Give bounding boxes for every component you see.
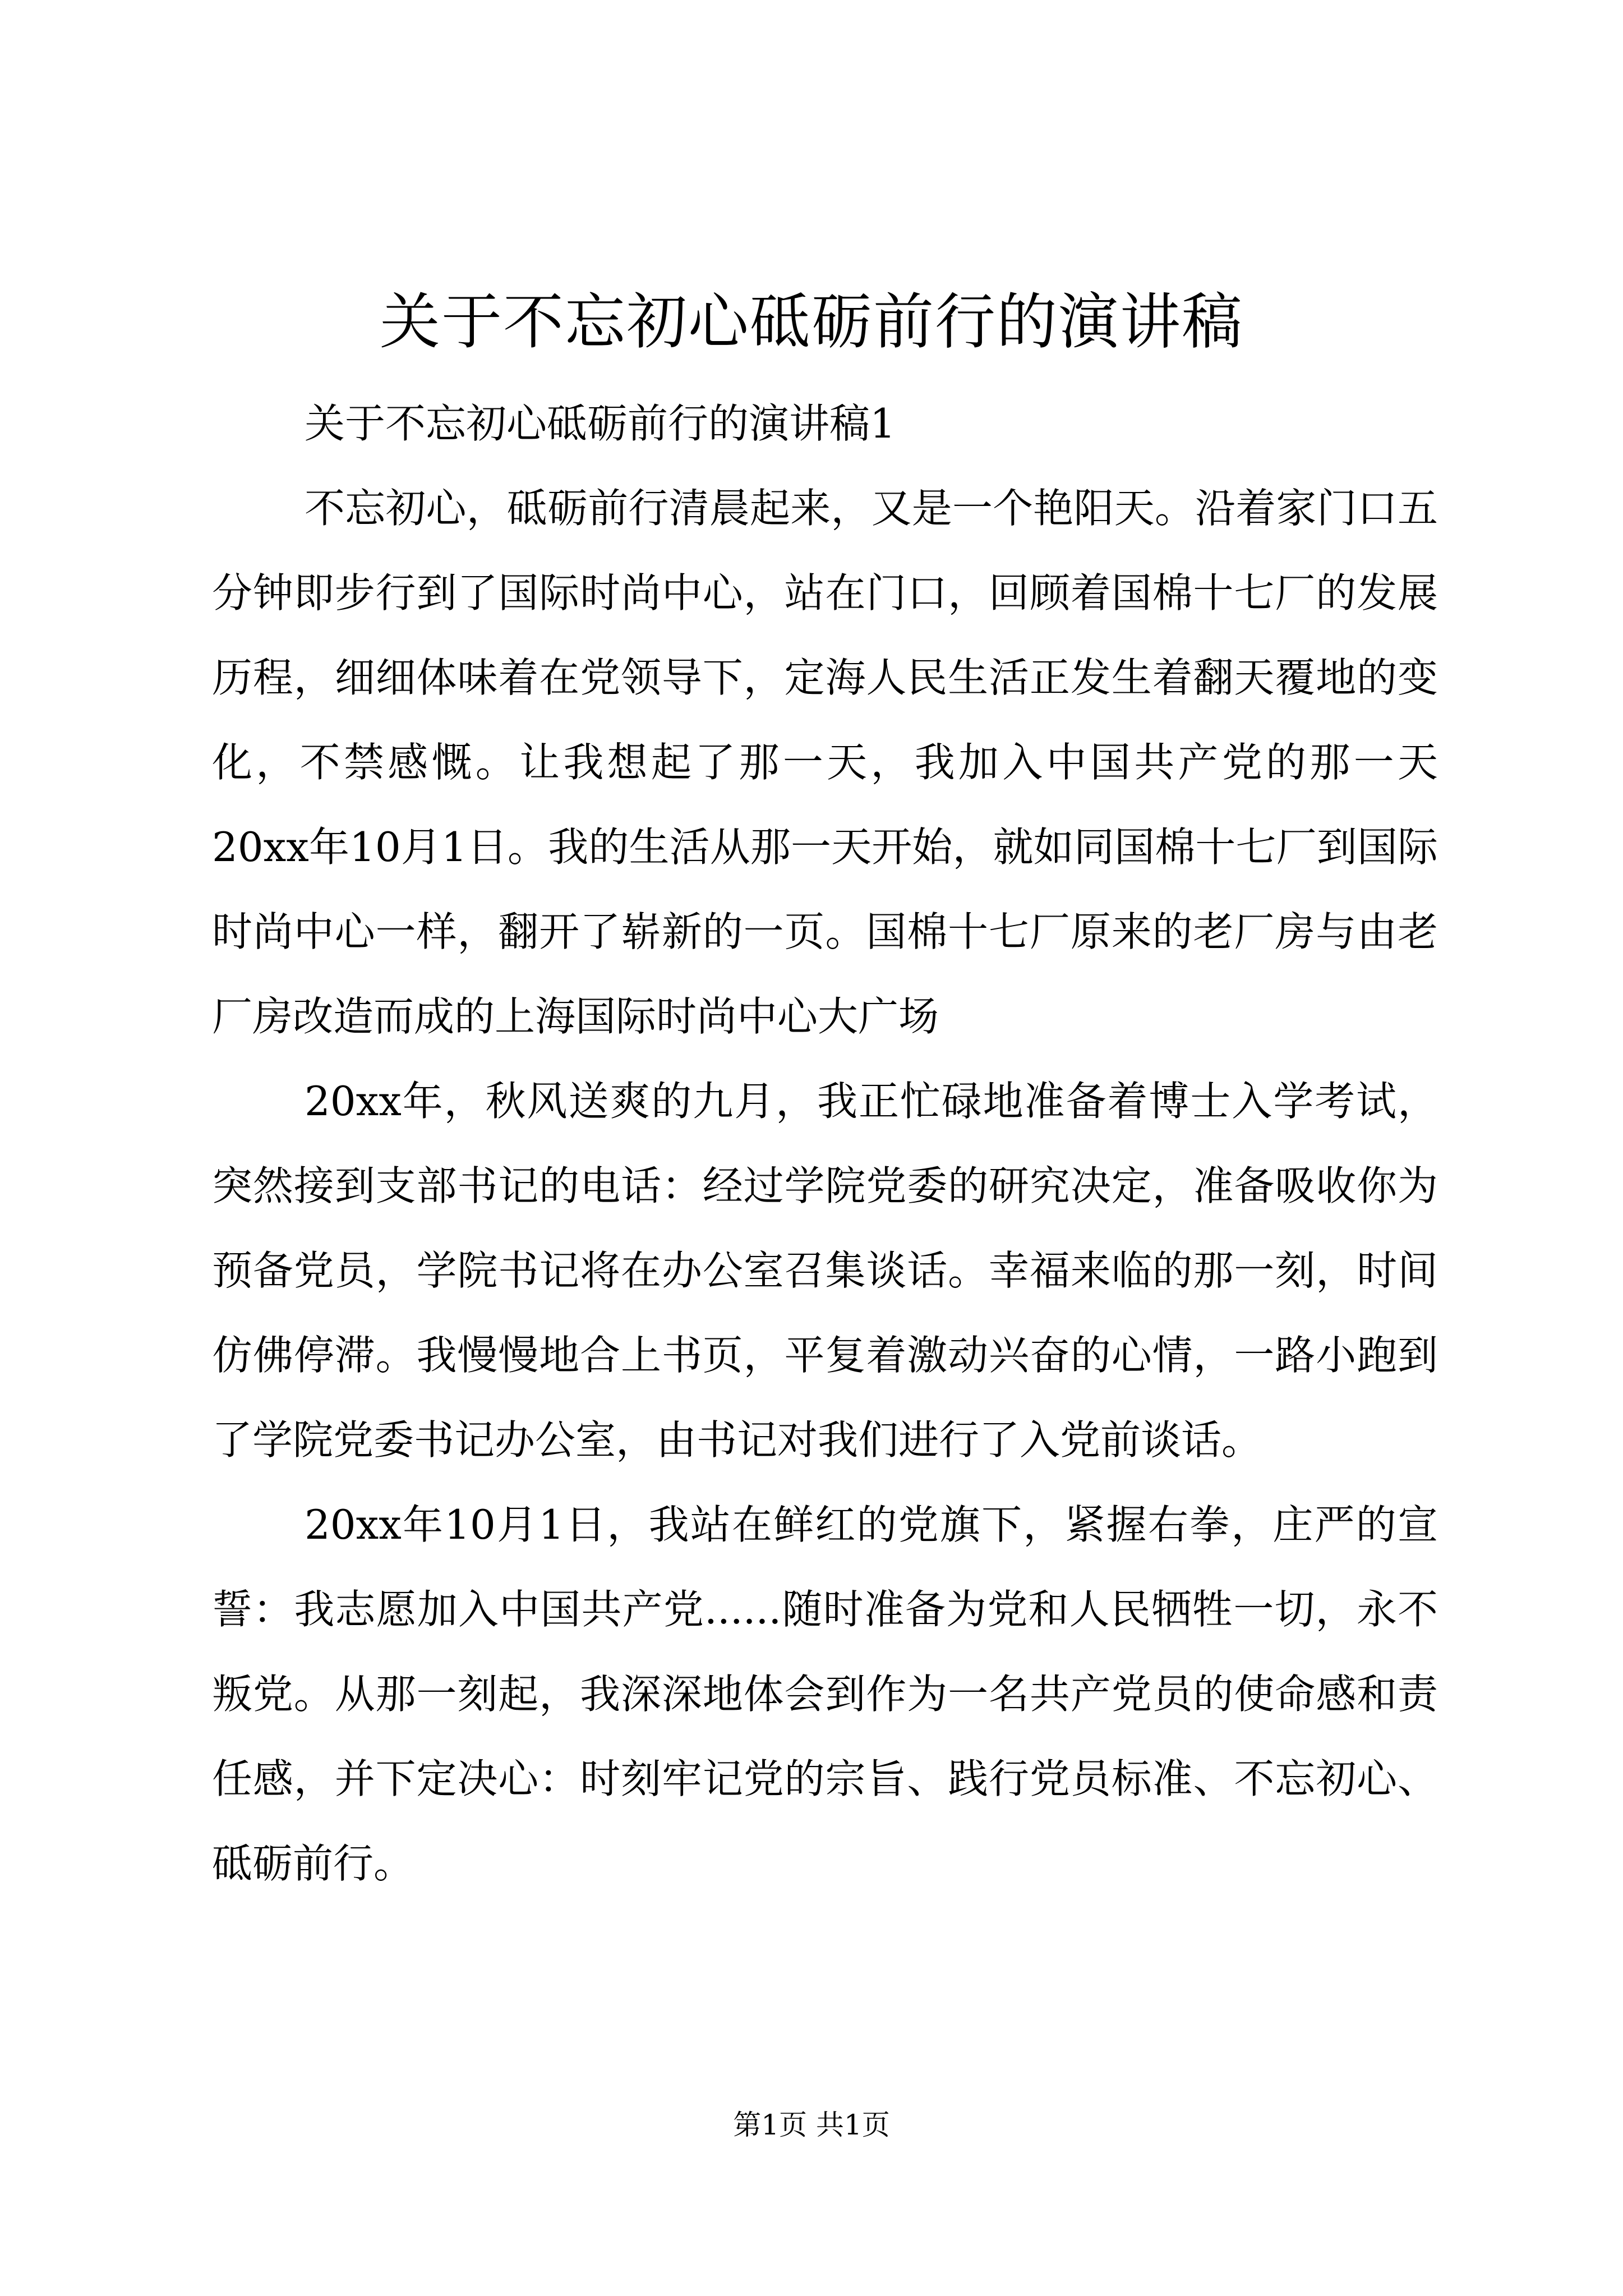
paragraph-subtitle: 关于不忘初心砥砺前行的演讲稿1 <box>305 400 896 447</box>
paragraph: 20xx年10月1日，我站在鲜红的党旗下，紧握右拳，庄严的宣誓：我志愿加入中国共产党......随时准备为党和人民牺牲一切，永不叛党。从那一刻起，我深深地体会到作为一名共产党员的使命感和责任感，并下定决心：时刻牢记党的宗旨、践行党员标准、不忘初心、砥砺前行。 <box>212 1501 1438 1887</box>
document-body <box>212 381 1438 1906</box>
paragraph: 20xx年，秋风送爽的九月，我正忙碌地准备着博士入学考试，突然接到支部书记的电话：经过学院党委的研究决定，准备吸收你为预备党员，学院书记将在办公室召集谈话。幸福来临的那一刻，时间仿佛停滞。我慢慢地合上书页，平复着激动兴奋的心情，一路小跑到了学院党委书记办公室，由书记对我们进行了入党前谈话。 <box>212 1078 1438 1464</box>
page-number-footer: 第1页 共1页 <box>733 2109 890 2141</box>
document-title: 关于不忘初心砥砺前行的演讲稿 <box>379 287 1243 357</box>
paragraph: 不忘初心，砥砺前行清晨起来，又是一个艳阳天。沿着家门口五分钟即步行到了国际时尚中心，站在门口，回顾着国棉十七厂的发展历程，细细体味着在党领导下，定海人民生活正发生着翻天覆地的变化，不禁感慨。让我想起了那一天，我加入中国共产党的那一天20xx年10月1日。我的生活从那一天开始，就如同国棉十七厂到国际时尚中心一样，翻开了崭新的一页。国棉十七厂原来的老厂房与由老厂房改造而成的上海国际时尚中心大广场 <box>212 485 1438 1040</box>
